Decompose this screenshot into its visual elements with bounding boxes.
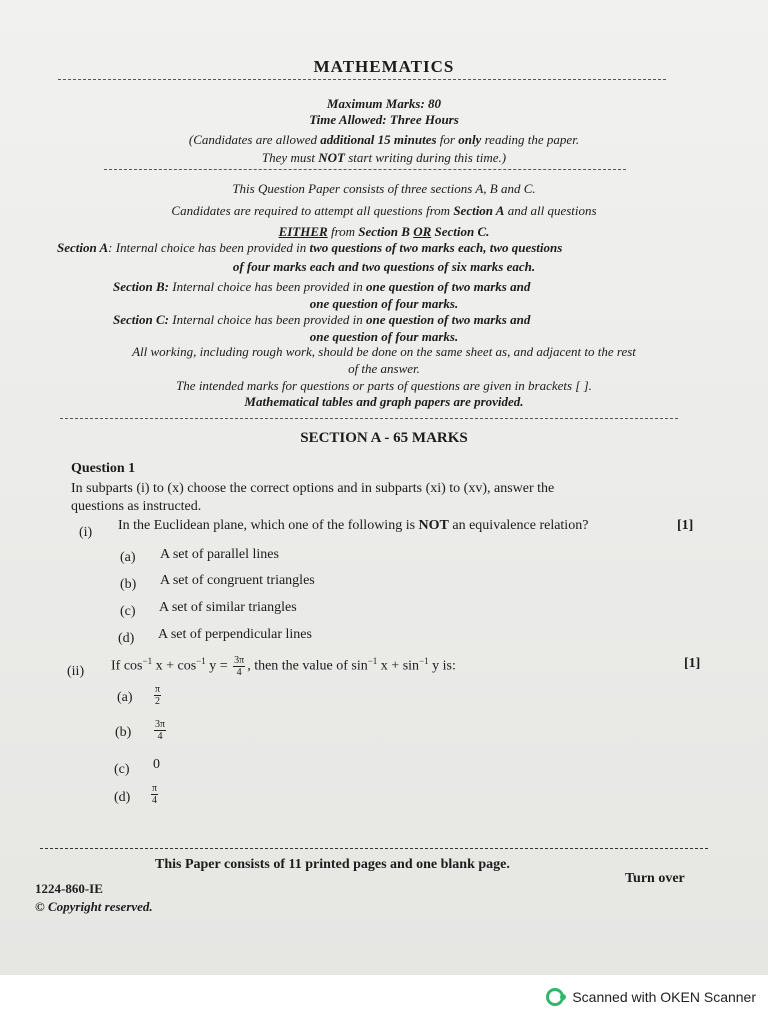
option-text: A set of parallel lines <box>160 547 279 562</box>
option-text: A set of congruent triangles <box>160 573 315 588</box>
fraction: $\frac{3\pi}{4}$ <box>234 655 245 678</box>
divider <box>60 418 678 419</box>
section-a-note-2: of four marks each and two questions of six marks each. <box>232 259 536 274</box>
divider <box>58 79 666 80</box>
section-a-note: Section A: Internal choice has been provided in two questions of two marks each, two questions <box>57 240 563 255</box>
time-allowed: Time Allowed: Three Hours <box>309 112 459 127</box>
option-label: (d) <box>114 790 131 805</box>
option-label: (c) <box>120 604 136 619</box>
reading-note-2: They must NOT start writing during this time.) <box>261 150 507 165</box>
option-text: A set of similar triangles <box>159 600 297 615</box>
marks-note: The intended marks for questions or parts of questions are given in brackets [ ]. <box>176 378 592 393</box>
option-label: (b) <box>115 725 132 740</box>
option-text: A set of perpendicular lines <box>158 627 312 642</box>
scanner-watermark <box>546 988 756 1006</box>
subpart-i-number: (i) <box>79 525 93 540</box>
subpart-i-marks: [1] <box>677 518 694 533</box>
section-a-heading: SECTION A - 65 MARKS <box>300 430 468 446</box>
oken-scanner-logo-icon <box>546 988 564 1006</box>
page-count-note: This Paper consists of 11 printed pages and one blank page. <box>155 857 510 872</box>
paper-code: 1224-860-IE <box>35 881 103 896</box>
subpart-i-question: In the Euclidean plane, which one of the following is NOT an equivalence relation? <box>118 518 589 533</box>
section-b-note-2: one question of four marks. <box>309 296 459 311</box>
working-note: All working, including rough work, should be done on the same sheet as, and adjacent to the rest <box>132 344 636 359</box>
option-label: (d) <box>118 631 135 646</box>
section-c-note-2: one question of four marks. <box>309 329 459 344</box>
instruction-attempt: Candidates are required to attempt all questions from Section A and all questions <box>171 203 597 218</box>
section-b-note: Section B: Internal choice has been provided in one question of two marks and <box>113 279 531 294</box>
divider <box>104 169 626 170</box>
option-fraction: $\frac{\pi}{2}$ <box>155 684 161 707</box>
subpart-ii-question: If $\cos^{-1} x + \cos^{-1} y$ = $\frac{3\pi}{4}$ , then the value of $\sin^{-1} x + \sin^{-1} y$ is: <box>111 655 456 678</box>
subpart-ii-number: (ii) <box>67 664 85 679</box>
question-1-intro-2: questions as instructed. <box>71 499 202 514</box>
option-fraction: $\frac{3\pi}{4}$ <box>155 719 166 742</box>
tables-note: Mathematical tables and graph papers are provided. <box>244 394 524 409</box>
turn-over: Turn over <box>625 871 685 886</box>
paper-title: MATHEMATICS <box>313 57 455 76</box>
instruction-sections: This Question Paper consists of three sections A, B and C. <box>232 181 536 196</box>
option-value: 0 <box>153 757 160 772</box>
copyright: © Copyright reserved. <box>35 899 153 914</box>
divider <box>40 848 708 849</box>
question-1-label: Question 1 <box>71 461 136 476</box>
reading-note: (Candidates are allowed additional 15 minutes for only reading the paper. <box>188 132 580 147</box>
question-1-intro: In subparts (i) to (x) choose the correct options and in subparts (xi) to (xv), answer the <box>71 481 555 496</box>
section-c-note: Section C: Internal choice has been provided in one question of two marks and <box>113 312 531 327</box>
max-marks: Maximum Marks: 80 <box>326 96 442 111</box>
working-note-2: of the answer. <box>348 361 420 376</box>
subpart-ii-marks: [1] <box>684 656 701 671</box>
option-label: (a) <box>117 690 133 705</box>
option-label: (c) <box>114 762 130 777</box>
instruction-either: EITHER from Section B OR Section C. <box>278 224 490 239</box>
option-fraction: $\frac{\pi}{4}$ <box>152 783 158 806</box>
option-label: (b) <box>120 577 137 592</box>
option-label: (a) <box>120 550 136 565</box>
scanner-text: Scanned with OKEN Scanner <box>572 989 756 1005</box>
